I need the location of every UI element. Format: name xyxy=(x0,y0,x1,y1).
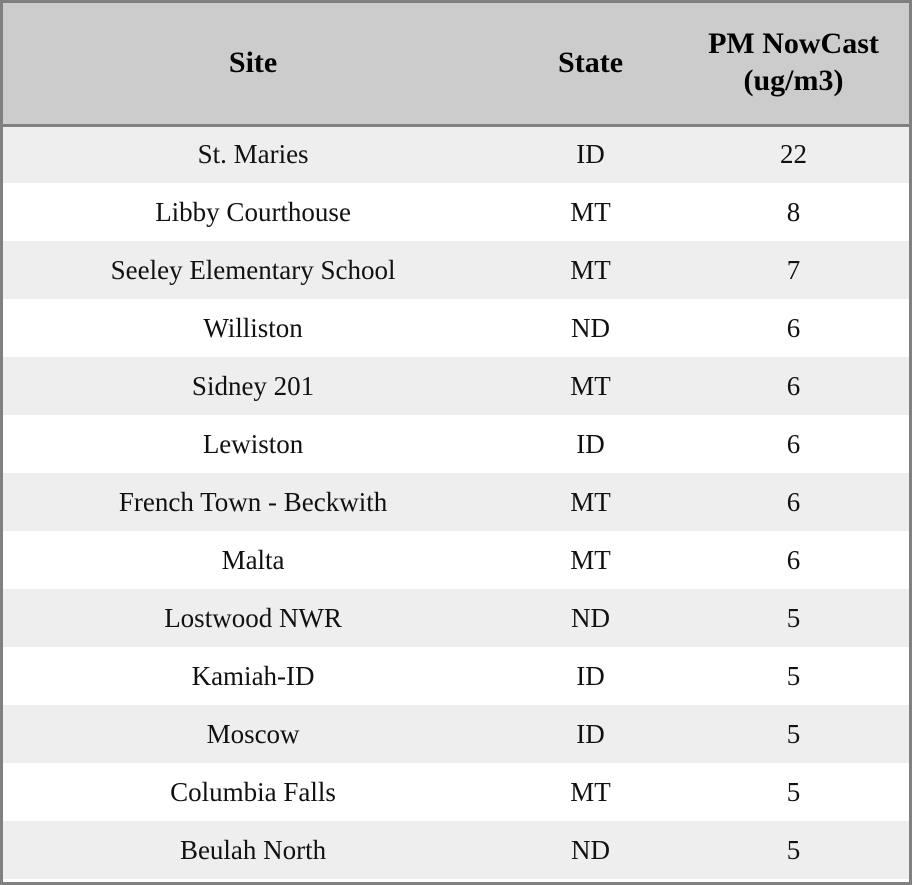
cell-state: MT xyxy=(503,241,678,299)
column-header-site: Site xyxy=(3,3,503,125)
cell-site: Kamiah-ID xyxy=(3,647,503,705)
cell-pm-nowcast: 5 xyxy=(678,589,909,647)
cell-pm-nowcast: 5 xyxy=(678,705,909,763)
cell-state: MT xyxy=(503,183,678,241)
cell-pm-nowcast: 6 xyxy=(678,299,909,357)
cell-pm-nowcast: 7 xyxy=(678,241,909,299)
cell-state: MT xyxy=(503,531,678,589)
table-row xyxy=(3,473,909,531)
cell-site: Beulah North xyxy=(3,821,503,879)
cell-site: St. Maries xyxy=(3,125,503,183)
cell-site: Seeley Elementary School xyxy=(3,241,503,299)
cell-site: Williston xyxy=(3,299,503,357)
table-row xyxy=(3,299,909,357)
table-row xyxy=(3,705,909,763)
column-header-pm-nowcast: PM NowCast (ug/m3) xyxy=(678,3,909,125)
table-row xyxy=(3,589,909,647)
cell-state: ND xyxy=(503,299,678,357)
table-row xyxy=(3,647,909,705)
table-row xyxy=(3,125,909,183)
table-row xyxy=(3,241,909,299)
cell-site: Lostwood NWR xyxy=(3,589,503,647)
cell-site: Lewiston xyxy=(3,415,503,473)
cell-site: Sidney 201 xyxy=(3,357,503,415)
cell-pm-nowcast: 6 xyxy=(678,357,909,415)
cell-site: Moscow xyxy=(3,705,503,763)
table-row xyxy=(3,821,909,879)
cell-pm-nowcast: 5 xyxy=(678,763,909,821)
cell-state: ND xyxy=(503,589,678,647)
table-row xyxy=(3,531,909,589)
cell-pm-nowcast: 8 xyxy=(678,183,909,241)
cell-state: ID xyxy=(503,705,678,763)
cell-pm-nowcast: 5 xyxy=(678,821,909,879)
cell-state: ND xyxy=(503,821,678,879)
cell-pm-nowcast: 6 xyxy=(678,473,909,531)
table-header-row xyxy=(3,3,909,125)
cell-state: MT xyxy=(503,357,678,415)
cell-pm-nowcast: 6 xyxy=(678,415,909,473)
table-row xyxy=(3,415,909,473)
cell-site: Malta xyxy=(3,531,503,589)
cell-state: ID xyxy=(503,647,678,705)
cell-pm-nowcast: 22 xyxy=(678,125,909,183)
cell-pm-nowcast: 5 xyxy=(678,647,909,705)
cell-pm-nowcast: 6 xyxy=(678,531,909,589)
table-header xyxy=(3,3,909,125)
table-row xyxy=(3,763,909,821)
table-row xyxy=(3,183,909,241)
cell-state: ID xyxy=(503,415,678,473)
table-row xyxy=(3,357,909,415)
cell-state: MT xyxy=(503,763,678,821)
cell-site: Libby Courthouse xyxy=(3,183,503,241)
cell-state: MT xyxy=(503,473,678,531)
cell-site: Columbia Falls xyxy=(3,763,503,821)
air-quality-table xyxy=(3,3,909,879)
column-header-state: State xyxy=(503,3,678,125)
cell-state: ID xyxy=(503,125,678,183)
cell-site: French Town - Beckwith xyxy=(3,473,503,531)
table-body xyxy=(3,125,909,879)
